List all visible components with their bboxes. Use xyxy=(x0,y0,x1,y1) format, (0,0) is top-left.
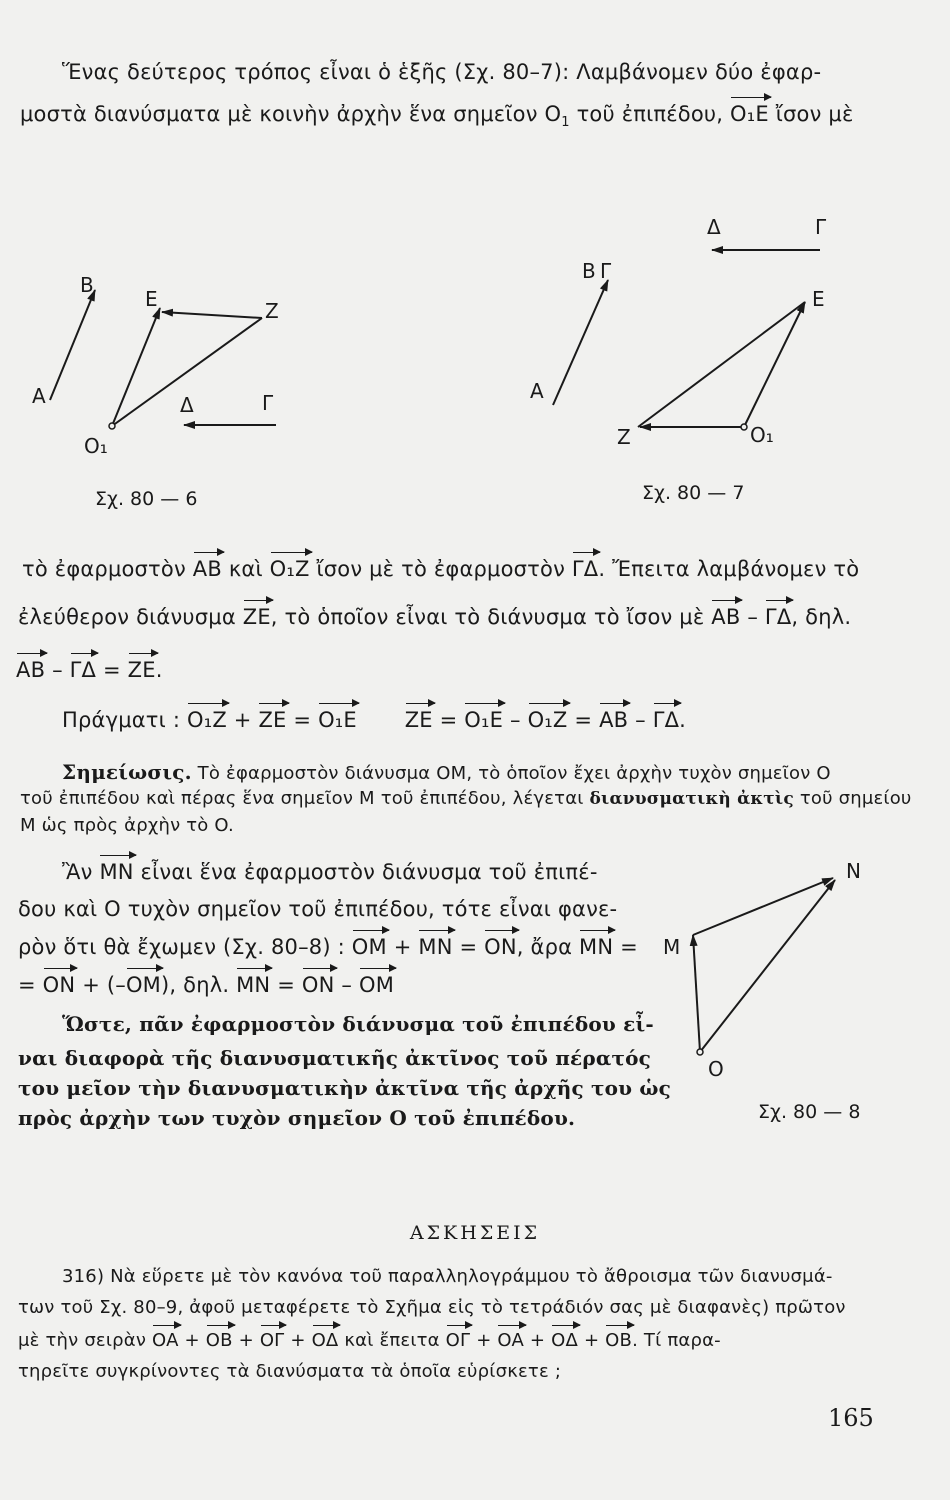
vector: MN xyxy=(418,935,453,959)
text: + xyxy=(578,1330,606,1351)
label-M: M xyxy=(663,935,681,959)
caption-80-7: Σχ. 80 — 7 xyxy=(642,482,745,504)
label-Z: Z xyxy=(265,299,279,323)
text: τοῦ ἐπιπέδου, xyxy=(569,102,724,126)
label-E: E xyxy=(145,287,158,311)
vector: AB xyxy=(192,557,222,581)
text: = xyxy=(567,708,600,732)
label-D: Δ xyxy=(180,393,194,417)
vector: ZE xyxy=(127,658,156,682)
vector: MN xyxy=(579,935,614,959)
text: = xyxy=(286,708,319,732)
label-A: A xyxy=(530,379,544,403)
vector: OΔ xyxy=(551,1330,579,1351)
text: ἐλεύθερον διάνυσμα xyxy=(18,605,243,629)
label-B: B xyxy=(80,273,94,297)
text: μοστὰ διανύσματα μὲ κοινὴν ἀρχὴν ἕνα σημεῖον O xyxy=(20,102,562,126)
exercises-heading: ΑΣΚΗΣΕΙΣ xyxy=(409,1222,541,1244)
label-G: Γ xyxy=(262,391,274,415)
paragraph2-line1 xyxy=(22,557,859,581)
label-G2: Γ xyxy=(815,215,827,239)
exercise-line3 xyxy=(18,1330,721,1351)
exercise-line1: 316) Νὰ εὕρετε μὲ τὸν κανόνα τοῦ παραλληλογράμμου τὸ ἄθροισμα τῶν διανυσμά- xyxy=(62,1266,833,1287)
text: , δηλ. xyxy=(791,605,852,629)
text: , τὸ ὁποῖον εἶναι τὸ διάνυσμα τὸ ἴσον μὲ xyxy=(270,605,712,629)
text: – xyxy=(628,708,653,732)
vector: ΓΔ xyxy=(571,557,599,581)
exercise-line4: τηρεῖτε συγκρίνοντες τὰ διανύσματα τὰ ὁποῖα εὑρίσκετε ; xyxy=(18,1361,562,1382)
point-O xyxy=(697,1049,703,1055)
vector: ZE xyxy=(242,605,271,629)
vector-ZE xyxy=(162,312,262,318)
vector-AB xyxy=(553,280,608,405)
label-B: B xyxy=(582,259,596,283)
vector: AB xyxy=(599,708,629,732)
conclusion-line2: ναι διαφορὰ τῆς διανυσματικῆς ἀκτῖνος τοῦ πέρατός xyxy=(18,1046,652,1070)
vector: ΓΔ xyxy=(69,658,97,682)
text: + xyxy=(284,1330,312,1351)
figure-80-6-labels xyxy=(32,273,279,510)
text: = xyxy=(270,973,302,997)
note-line1 xyxy=(62,760,831,784)
paragraph2-line2 xyxy=(18,605,851,629)
text: . Τί παρα- xyxy=(632,1330,721,1351)
text: – xyxy=(740,605,765,629)
point-O1 xyxy=(741,424,747,430)
vector: ON xyxy=(42,973,76,997)
label-G1: Γ xyxy=(600,259,612,283)
figure-80-8 xyxy=(693,878,835,1055)
text: = xyxy=(18,973,43,997)
vector-ON xyxy=(700,880,835,1052)
text: ρὸν ὅτι θὰ ἔχωμεν (Σχ. 80–8) : xyxy=(18,935,352,959)
text: Τὸ ἐφαρμοστὸν διάνυσμα OM, τὸ ὁποῖον ἔχει ἀρχὴν τυχὸν σημεῖον O xyxy=(191,763,831,784)
conclusion-line1: Ὥστε, πᾶν ἐφαρμοστὸν διάνυσμα τοῦ ἐπιπέδου εἶ- xyxy=(62,1012,654,1036)
vector: OB xyxy=(205,1330,233,1351)
vector: AB xyxy=(711,605,741,629)
subscript: 1 xyxy=(561,115,570,131)
vector: ON xyxy=(484,935,517,959)
vector: O₁E xyxy=(318,708,357,732)
label-O1: O₁ xyxy=(750,423,774,447)
paragraph3-line2: δου καὶ O τυχὸν σημεῖον τοῦ ἐπιπέδου, τότε εἶναι φανε- xyxy=(18,897,618,921)
label-N: N xyxy=(846,859,861,883)
text: Ἂν xyxy=(62,860,100,884)
text: καὶ xyxy=(221,557,270,581)
paragraph2-line3 xyxy=(16,658,163,682)
vector-AB xyxy=(50,290,95,400)
figure-80-6 xyxy=(50,290,276,429)
caption-80-6: Σχ. 80 — 6 xyxy=(95,488,198,510)
text: – xyxy=(334,973,359,997)
figure-80-7-labels xyxy=(530,215,827,504)
vector: ZE xyxy=(404,708,433,732)
text: μὲ τὴν σειρὰν xyxy=(18,1330,153,1351)
exercise-line2: των τοῦ Σχ. 80–9, ἀφοῦ μεταφέρετε τὸ Σχῆμα εἰς τὸ τετράδιόν σας μὲ διαφανὲς) πρῶτον xyxy=(18,1297,846,1318)
page-number: 165 xyxy=(828,1404,874,1432)
text: + xyxy=(386,935,419,959)
vector: OΔ xyxy=(311,1330,339,1351)
vector: AB xyxy=(16,658,46,682)
proof-label: Πράγματι : xyxy=(62,708,187,732)
text: ἴσον μὲ τὸ ἐφαρμοστὸν xyxy=(309,557,572,581)
vector: ZE xyxy=(258,708,287,732)
vector-ZE xyxy=(638,302,805,427)
text: . Ἔπειτα λαμβάνομεν τὸ xyxy=(598,557,860,581)
text: = xyxy=(452,935,485,959)
vector: OM xyxy=(358,973,395,997)
vector: ON xyxy=(301,973,335,997)
text: – xyxy=(45,658,70,682)
label-O: O xyxy=(708,1057,724,1081)
figure-80-8-labels xyxy=(663,859,861,1123)
text: + xyxy=(470,1330,498,1351)
vector-OM xyxy=(693,935,700,1052)
text: = xyxy=(613,935,638,959)
text: = xyxy=(96,658,128,682)
point-O1 xyxy=(109,423,115,429)
text: τοῦ σημείου xyxy=(793,788,912,809)
vector-MN xyxy=(693,878,833,935)
text: + (– xyxy=(75,973,126,997)
text: ἴσον μὲ xyxy=(768,102,854,126)
vector: OA xyxy=(497,1330,524,1351)
text: τὸ ἐφαρμοστὸν xyxy=(22,557,193,581)
text: καὶ ἔπειτα xyxy=(338,1330,446,1351)
text: εἶναι ἕνα ἐφαρμοστὸν διάνυσμα τοῦ ἐπιπέ- xyxy=(133,860,598,884)
vector: O₁Z xyxy=(269,557,310,581)
vector: O₁Z xyxy=(527,708,568,732)
paragraph3-line4 xyxy=(18,973,394,997)
vector: OΓ xyxy=(259,1330,285,1351)
vector: OM xyxy=(351,935,387,959)
vector: ΓΔ xyxy=(764,605,792,629)
label-Z: Z xyxy=(617,425,631,449)
text: . xyxy=(679,708,687,732)
vector-O1E xyxy=(744,302,805,427)
text: τοῦ ἐπιπέδου καὶ πέρας ἕνα σημεῖον M τοῦ ἐπιπέδου, λέγεται xyxy=(20,788,590,809)
label-E: E xyxy=(812,287,825,311)
vector: MN xyxy=(236,973,271,997)
caption-80-8: Σχ. 80 — 8 xyxy=(758,1101,861,1123)
text: + xyxy=(178,1330,206,1351)
label-O1: O₁ xyxy=(84,434,108,458)
vector: OA xyxy=(152,1330,179,1351)
paragraph1-line1: Ἕνας δεύτερος τρόπος εἶναι ὁ ἑξῆς (Σχ. 80–7): Λαμβάνομεν δύο ἐφαρ- xyxy=(62,60,822,84)
conclusion-line4: πρὸς ἀρχὴν των τυχὸν σημεῖον O τοῦ ἐπιπέδου. xyxy=(18,1106,576,1130)
label-A: A xyxy=(32,384,46,408)
text: = xyxy=(432,708,465,732)
vector: MN xyxy=(99,860,134,884)
vector: OM xyxy=(125,973,162,997)
paragraph3-line1 xyxy=(62,860,598,884)
term-bold: διανυσματικὴ ἀκτὶς xyxy=(589,789,794,809)
note-line3: M ὡς πρὸς ἀρχὴν τὸ O. xyxy=(20,815,234,836)
text: + xyxy=(226,708,259,732)
text: , ἄρα xyxy=(516,935,580,959)
note-line2 xyxy=(20,788,912,809)
proof-line xyxy=(62,708,686,732)
text: + xyxy=(232,1330,260,1351)
text: + xyxy=(524,1330,552,1351)
vector: O₁Z xyxy=(186,708,227,732)
paragraph3-line3 xyxy=(18,935,638,959)
vector: O₁E xyxy=(730,102,769,126)
text: – xyxy=(503,708,528,732)
text: . xyxy=(155,658,163,682)
conclusion-line3: του μεῖον τὴν διανυσματικὴν ἀκτῖνα τῆς ἀρχῆς του ὡς xyxy=(18,1076,672,1100)
label-D: Δ xyxy=(707,215,721,239)
vector: OB xyxy=(605,1330,633,1351)
note-title: Σημείωσις. xyxy=(62,760,192,784)
vector: ΓΔ xyxy=(652,708,680,732)
vector: O₁E xyxy=(464,708,504,732)
text: ), δηλ. xyxy=(161,973,237,997)
vector: OΓ xyxy=(445,1330,471,1351)
